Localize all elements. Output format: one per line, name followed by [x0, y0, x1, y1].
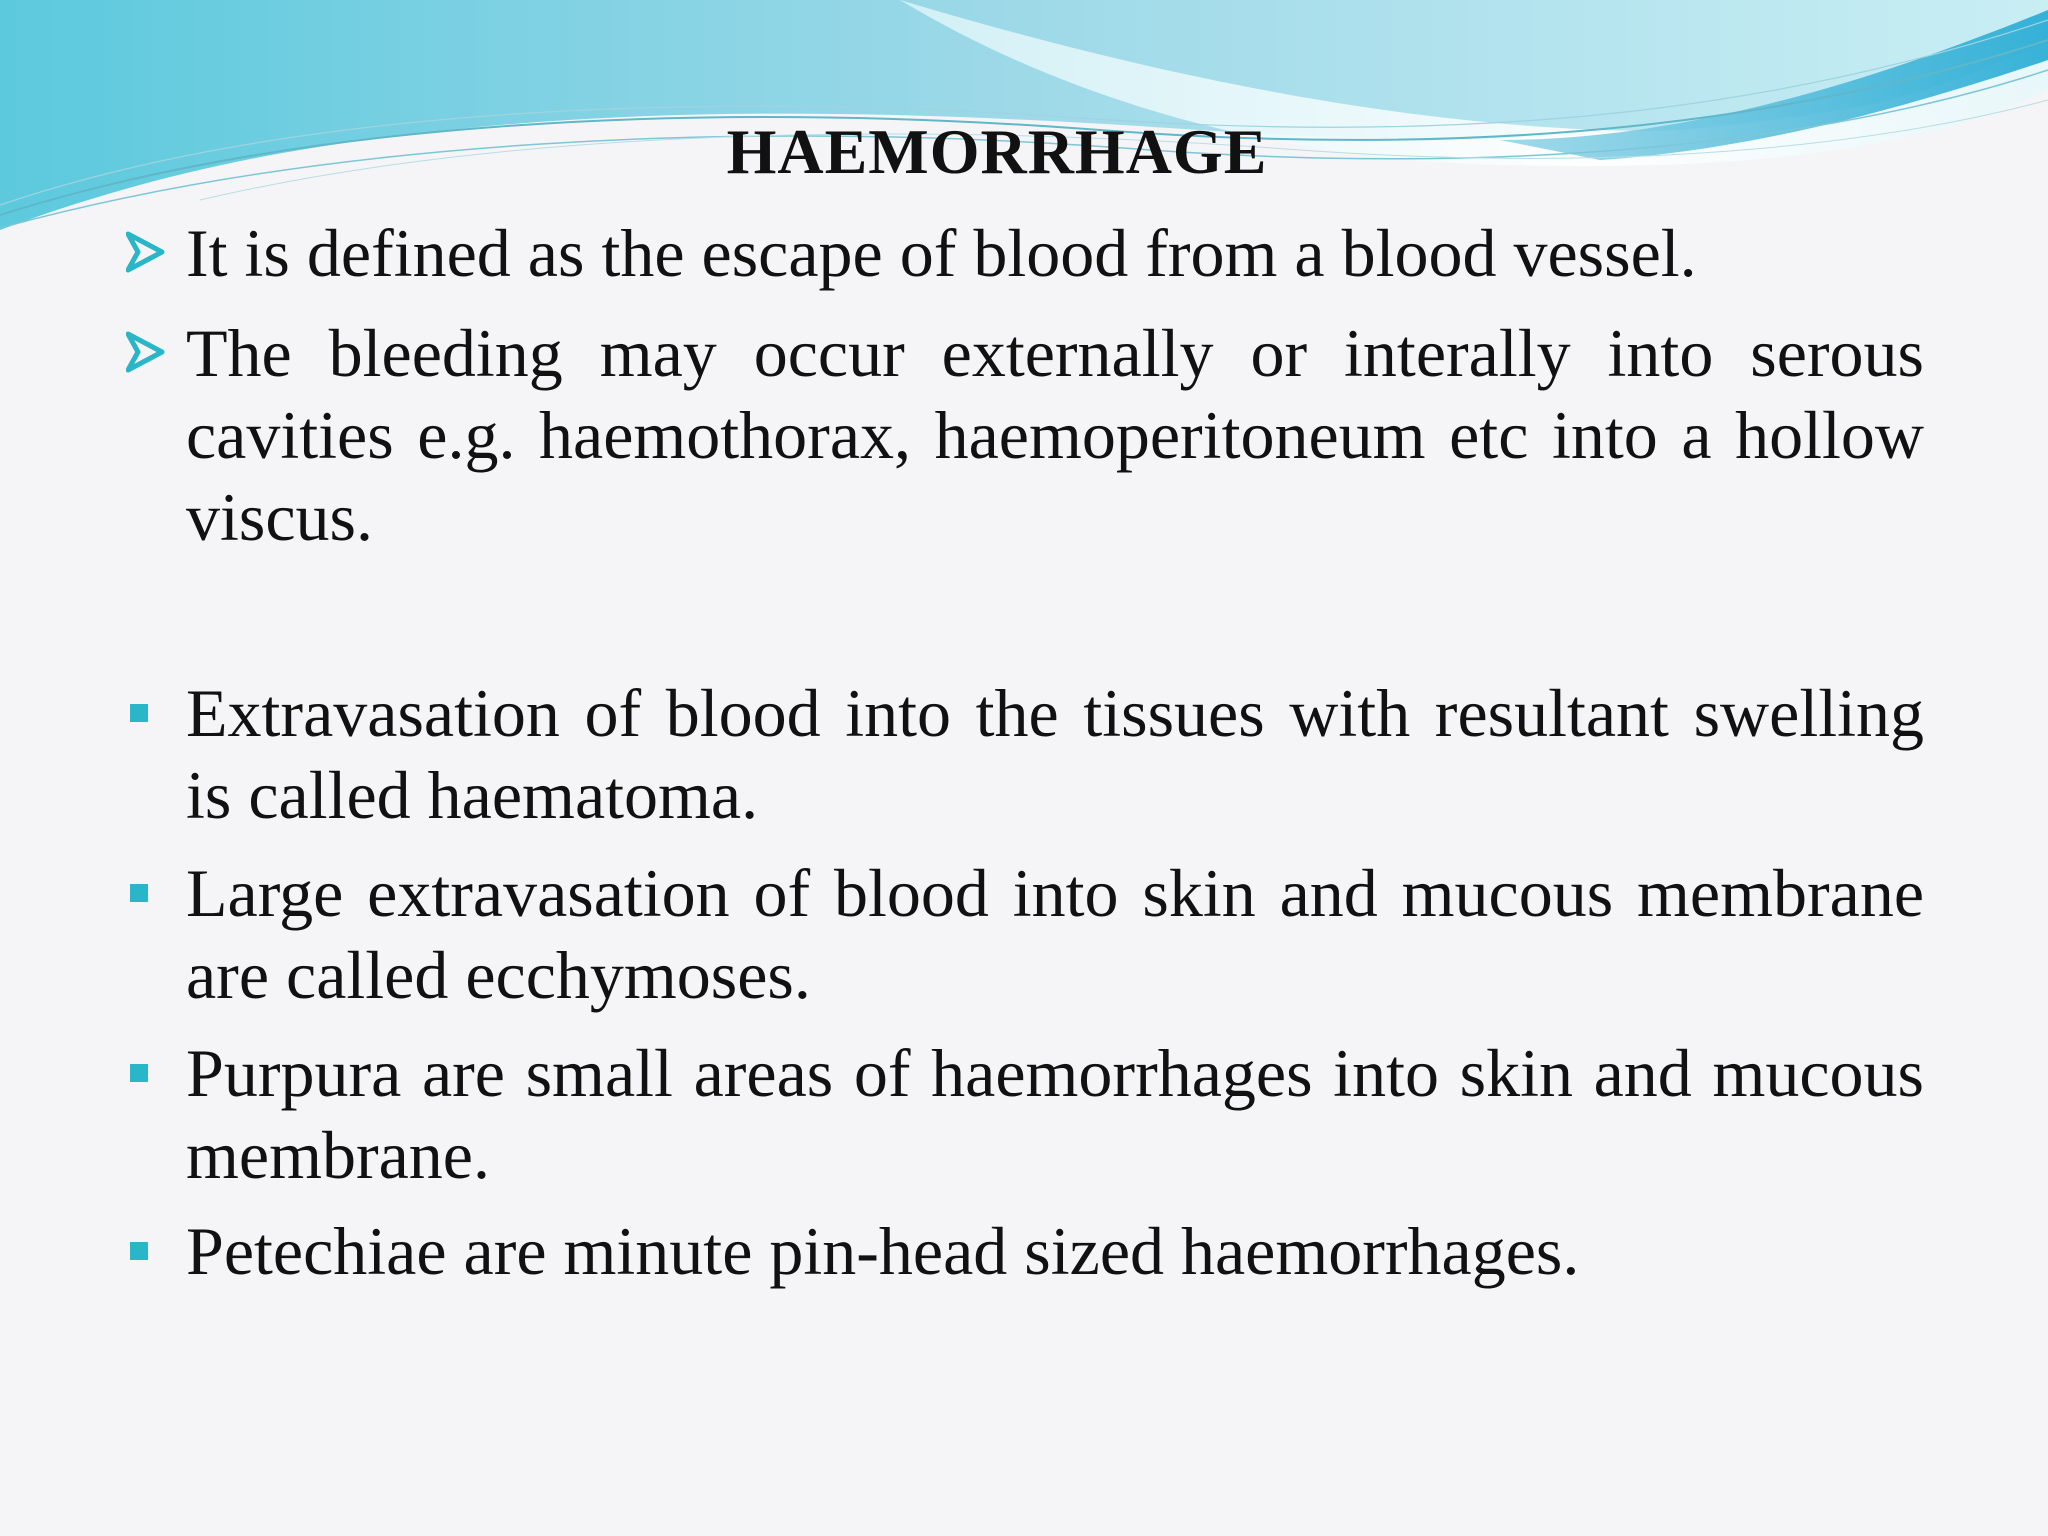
list-item-text: The bleeding may occur externally or interally into serous cavities e.g. haemothorax, haemoperitoneum etc into a hollow viscus.	[186, 315, 1924, 555]
square-bullet-icon	[130, 704, 148, 722]
slide-title: HAEMORRHAGE	[726, 116, 1268, 187]
list-item	[186, 312, 1924, 558]
list-item	[186, 672, 1924, 836]
arrow-bullet-icon	[126, 312, 174, 394]
list-item	[186, 212, 1924, 294]
list-item-text: It is defined as the escape of blood from a blood vessel.	[186, 215, 1697, 291]
square-bullet-icon	[130, 884, 148, 902]
list-item	[186, 1032, 1924, 1196]
square-bullet-icon	[130, 1242, 148, 1260]
arrow-bullet-icon	[126, 212, 174, 294]
list-item-text: Petechiae are minute pin-head sized haemorrhages.	[186, 1213, 1580, 1289]
list-item-text: Large extravasation of blood into skin and mucous membrane are called ecchymoses.	[186, 855, 1924, 1013]
list-item-text: Purpura are small areas of haemorrhages into skin and mucous membrane.	[186, 1035, 1924, 1193]
square-bullet-icon	[130, 1064, 148, 1082]
list-item	[186, 1210, 1924, 1292]
list-item-text: Extravasation of blood into the tissues with resultant swelling is called haematoma.	[186, 675, 1924, 833]
list-item	[186, 852, 1924, 1016]
